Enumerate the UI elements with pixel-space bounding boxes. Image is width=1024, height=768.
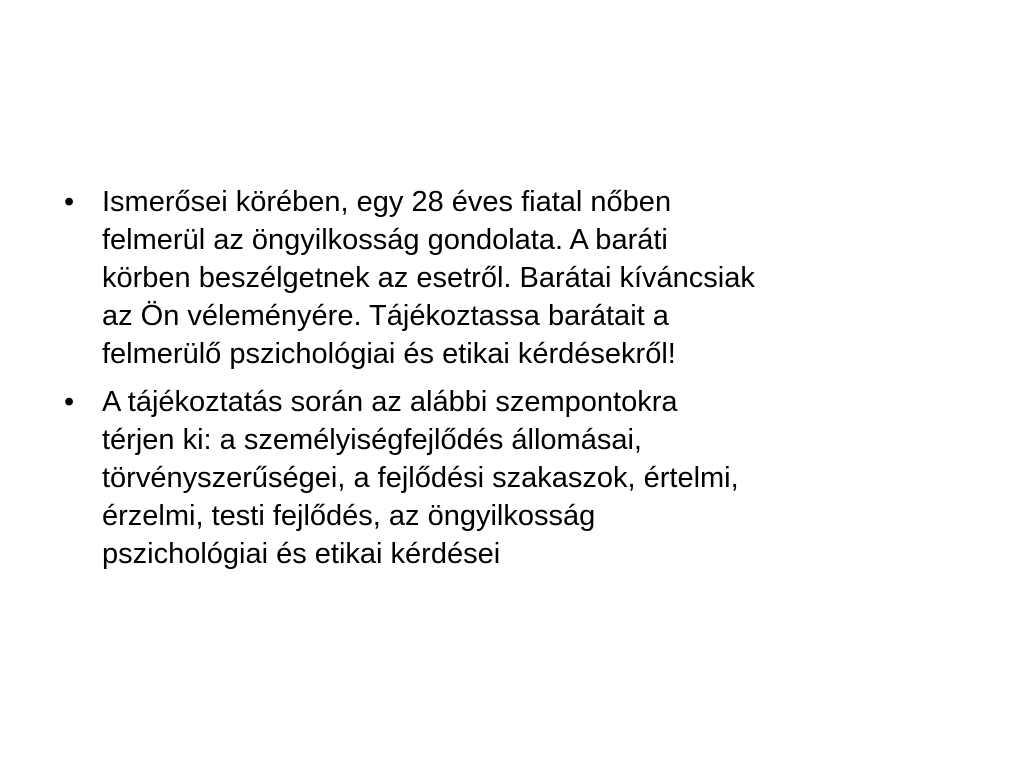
bullet-marker: •: [64, 186, 75, 218]
bullet-line: az Ön véleményére. Tájékoztassa barátait a: [102, 300, 669, 332]
slide-content: [62, 183, 982, 583]
bullet-line: pszichológiai és etikai kérdései: [102, 538, 501, 570]
bullet-line: térjen ki: a személyiségfejlődés állomásai,: [102, 424, 642, 456]
bullet-line: felmerülő pszichológiai és etikai kérdésekről!: [102, 338, 676, 370]
bullet-item-2: [62, 383, 982, 573]
bullet-line: körben beszélgetnek az esetről. Barátai kíváncsiak: [102, 262, 755, 294]
bullet-line: érzelmi, testi fejlődés, az öngyilkosság: [102, 500, 596, 532]
bullet-list: [62, 183, 982, 573]
bullet-line: felmerül az öngyilkosság gondolata. A baráti: [102, 224, 668, 256]
bullet-item-1: [62, 183, 982, 373]
bullet-marker: •: [64, 386, 75, 418]
bullet-line: A tájékoztatás során az alábbi szempontokra: [102, 386, 678, 418]
bullet-line: Ismerősei körében, egy 28 éves fiatal nőben: [102, 186, 672, 218]
bullet-line: törvényszerűségei, a fejlődési szakaszok, értelmi,: [102, 462, 739, 494]
